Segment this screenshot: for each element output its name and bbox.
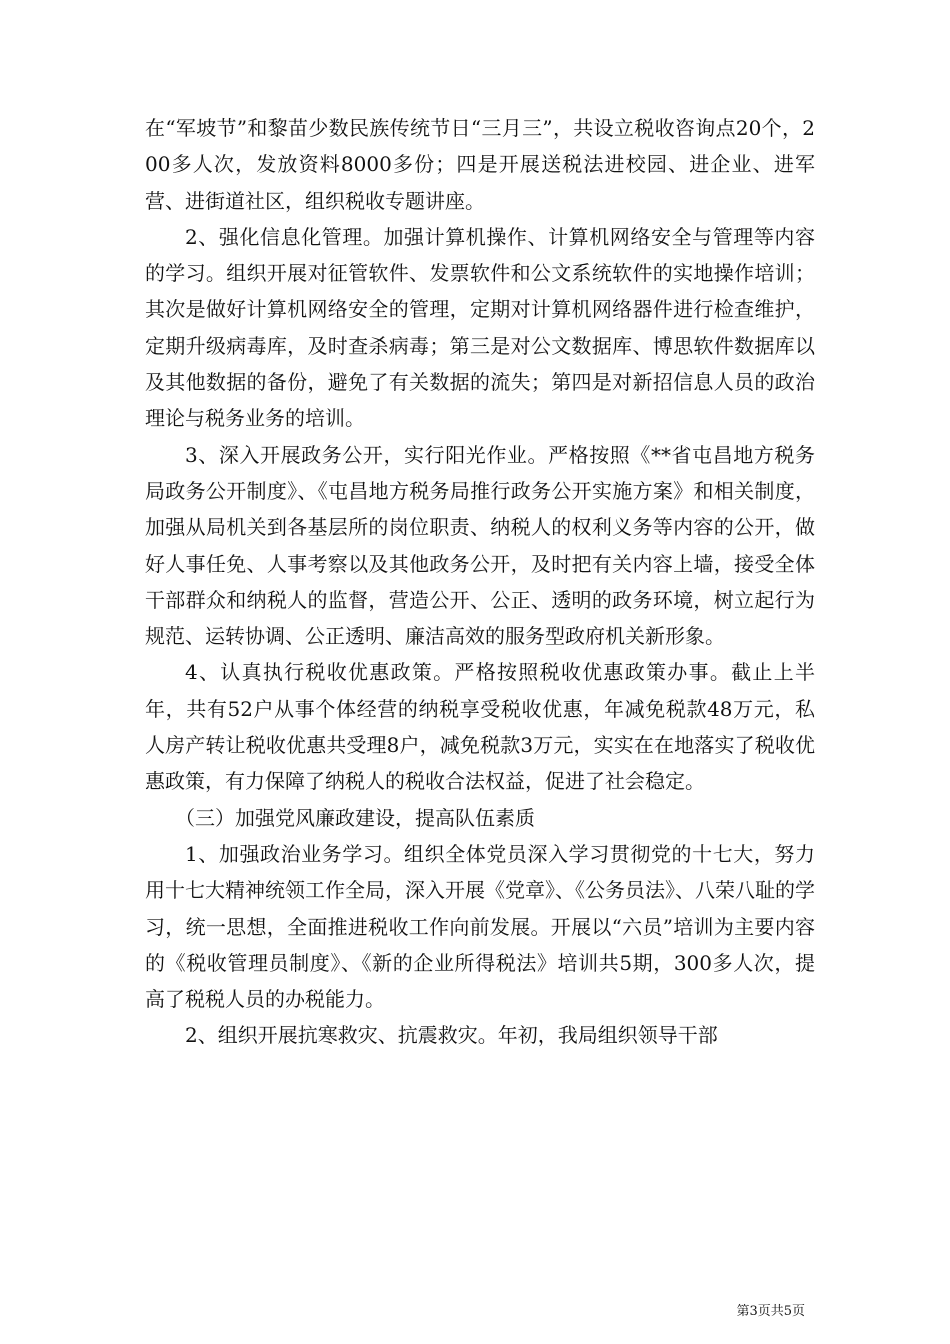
paragraph-tax-preferences: 4、认真执行税收优惠政策。严格按照税收优惠政策办事。截止上半年，共有52户从事个体经营的纳税享受税收优惠，年减免税款48万元，私人房产转让税收优惠共受理8户，减免税款3万元，实实在在地落实了税收优惠政策，有力保障了纳税人的税收合法权益，促进了社会稳定。: [145, 660, 815, 794]
document-body: [145, 110, 815, 1054]
page-number: 第3页共5页: [736, 1304, 805, 1319]
paragraph-political-study: 1、加强政治业务学习。组织全体党员深入学习贯彻党的十七大，努力用十七大精神统领工作全局，深入开展《党章》、《公务员法》、八荣八耻的学习，统一思想，全面推进税收工作向前发展。开展以“六员”培训为主要内容的《税收管理员制度》、《新的企业所得税法》培训共5期，300多人次，提高了税税人员的办税能力。: [145, 841, 815, 1012]
paragraph-informatization: 2、强化信息化管理。加强计算机操作、计算机网络安全与管理等内容的学习。组织开展对征管软件、发票软件和公文系统软件的实地操作培训；其次是做好计算机网络安全的管理，定期对计算机网络器件进行检查维护，定期升级病毒库，及时查杀病毒；第三是对公文数据库、博思软件数据库以及其他数据的备份，避免了有关数据的流失；第四是对新招信息人员的政治理论与税务业务的培训。: [145, 224, 815, 431]
section-heading: （三）加强党风廉政建设，提高队伍素质: [175, 805, 535, 830]
paragraph-disaster-relief: 2、组织开展抗寒救灾、抗震救灾。年初，我局组织领导干部: [185, 1023, 718, 1048]
paragraph-government-affairs: 3、深入开展政务公开，实行阳光作业。严格按照《**省屯昌地方税务局政务公开制度》、《屯昌地方税务局推行政务公开实施方案》和相关制度，加强从局机关到各基层所的岗位职责、纳税人的权利义务等内容的公开，做好人事任免、人事考察以及其他政务公开，及时把有关内容上墙，接受全体干部群众和纳税人的监督，营造公开、公正、透明的政务环境，树立起行为规范、运转协调、公正透明、廉洁高效的服务型政府机关新形象。: [145, 442, 815, 649]
paragraph-continuation: 在“军坡节”和黎苗少数民族传统节日“三月三”，共设立税收咨询点20个，200多人次，发放资料8000多份；四是开展送税法进校园、进企业、进军营、进街道社区，组织税收专题讲座。: [145, 116, 815, 213]
